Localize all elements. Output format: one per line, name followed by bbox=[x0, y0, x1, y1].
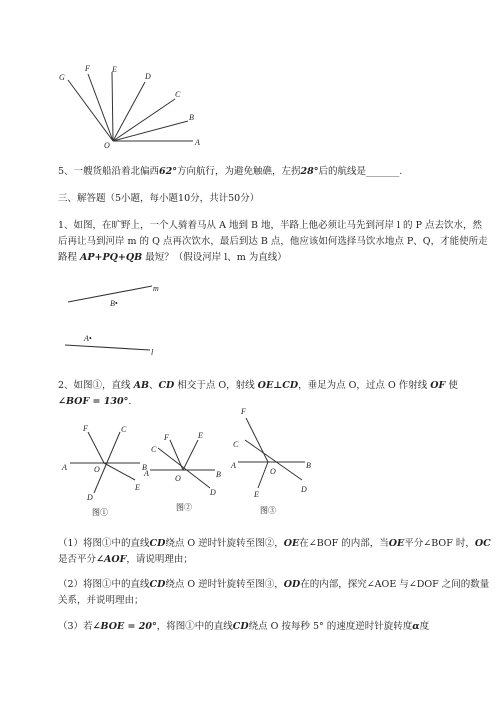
q2-part2-line-2: 关系，并说明理由； bbox=[58, 595, 144, 606]
q2-text-1: 2、如图①，直线 bbox=[58, 380, 134, 391]
fig-c-label-o: O bbox=[270, 467, 276, 476]
fig1-label-c: C bbox=[175, 90, 181, 99]
p2-od: OD bbox=[283, 579, 301, 590]
fig-c-label-b: B bbox=[306, 461, 311, 470]
fig-b-label-d: D bbox=[210, 488, 216, 497]
fig-a-label-o: O bbox=[94, 465, 100, 474]
fig1-label-a: A bbox=[195, 138, 200, 147]
fan-of-rays-figure bbox=[68, 72, 193, 141]
fig-a-label-a: A bbox=[62, 463, 67, 472]
q2-part3-line-1 bbox=[58, 620, 429, 633]
fig-b-label-b: B bbox=[216, 470, 221, 479]
p2-cd: CD bbox=[149, 579, 166, 590]
river-bank-l bbox=[65, 345, 150, 350]
p1-line2-text-b: ，请说明理由； bbox=[126, 554, 193, 565]
label-m: m bbox=[153, 284, 159, 293]
caption-fig2: 图② bbox=[176, 503, 192, 512]
river-figure bbox=[65, 286, 152, 350]
q2-part1-line-1 bbox=[58, 537, 491, 550]
p3-text-c: 绕点 O 按每秒 5° 的速度逆时针旋转度 bbox=[248, 621, 413, 632]
fig-c-label-e: E bbox=[254, 490, 259, 499]
ray-of-fig2 bbox=[170, 440, 183, 470]
question-5 bbox=[58, 165, 402, 178]
point-a: A• bbox=[84, 334, 92, 343]
fig-b-label-o: O bbox=[175, 474, 181, 483]
q5-angle-1: 62° bbox=[159, 166, 178, 177]
p3-angle-boe: ∠BOE = 20° bbox=[92, 621, 157, 632]
p1-text-c: 在∠BOF 的内部，当 bbox=[299, 538, 389, 549]
section-3-title: 三、解答题（5小题，每小题10分，共计50分） bbox=[58, 193, 260, 204]
p3-alpha: α bbox=[412, 621, 420, 632]
q2-ray-of: OF bbox=[430, 380, 446, 391]
fig-c-label-f: F bbox=[241, 407, 246, 416]
p3-text-d: 度 bbox=[419, 621, 430, 632]
q1-line-3-pre: 路程 bbox=[58, 252, 81, 263]
q5-angle-2: 28° bbox=[300, 166, 319, 177]
q2-perpendicular: OE⊥CD bbox=[257, 380, 299, 391]
ray-oc bbox=[113, 99, 175, 141]
q1-line-3-post: 最短？（假设河岸 l、m 为直线） bbox=[142, 252, 287, 263]
p1-text-a: （1）将图①中的直线 bbox=[58, 538, 150, 549]
p3-text-b: ，将图①中的直线 bbox=[156, 621, 233, 632]
p1-oe: OE bbox=[283, 538, 300, 549]
fig1-label-g: G bbox=[59, 73, 65, 82]
q1-line-2: 后再让马到河岸 m 的 Q 点再次饮水，最后到达 B 点，他应该如何选择马饮水地点 P、Q，才能使所走 bbox=[58, 236, 488, 247]
q2-part1-line-2 bbox=[58, 553, 193, 566]
q2-text-4: ，垂足为点 O，过点 O 作射线 bbox=[298, 380, 431, 391]
ray-of bbox=[88, 74, 113, 141]
q2-angle-bof: ∠BOF = 130° bbox=[58, 396, 129, 407]
fig-c-label-c: C bbox=[233, 440, 239, 449]
p1-text-d: 平分∠BOF 时， bbox=[404, 538, 475, 549]
fig1-label-o: O bbox=[104, 141, 110, 150]
fig-a-label-b: B bbox=[142, 463, 147, 472]
fig1-label-d: D bbox=[145, 72, 151, 81]
q2-line-1 bbox=[58, 379, 458, 392]
fig-a-label-e: E bbox=[135, 483, 140, 492]
q5-text-pre: 5、一艘货船沿着北偏西 bbox=[58, 166, 160, 177]
p1-text-b: 绕点 O 逆时针旋转至图②， bbox=[165, 538, 284, 549]
figure-2 bbox=[150, 440, 215, 488]
p3-cd: CD bbox=[232, 621, 249, 632]
caption-fig3: 图③ bbox=[260, 506, 276, 515]
fig-a-label-d: D bbox=[87, 493, 93, 502]
ray-oe-fig3 bbox=[258, 462, 268, 488]
ray-ob bbox=[113, 121, 188, 141]
ray-oe-fig1 bbox=[104, 463, 135, 480]
q2-line-cd: CD bbox=[158, 380, 175, 391]
q5-text-post: 后的航线是_______. bbox=[318, 166, 403, 177]
label-l: l bbox=[151, 348, 154, 357]
fig-a-label-f: F bbox=[83, 424, 88, 433]
fig-c-label-d: D bbox=[301, 485, 307, 494]
q5-text-mid: 方向航行，为避免触礁，左拐 bbox=[177, 166, 301, 177]
p1-oe-2: OE bbox=[388, 538, 405, 549]
ray-og bbox=[68, 80, 113, 141]
fig-b-label-a: A bbox=[144, 469, 149, 478]
fig1-label-f: F bbox=[85, 64, 90, 73]
q1-line-3 bbox=[58, 251, 287, 264]
p1-oc: OC bbox=[474, 538, 491, 549]
q2-part2-line-1 bbox=[58, 578, 489, 591]
q2-text-2: 、 bbox=[148, 380, 159, 391]
q2-text-3: 相交于点 O，射线 bbox=[174, 380, 258, 391]
point-b: B• bbox=[110, 299, 118, 308]
fig-b-label-c: C bbox=[151, 445, 157, 454]
figure-1 bbox=[70, 432, 140, 493]
ray-of-fig1 bbox=[88, 432, 104, 463]
fig1-label-e: E bbox=[112, 65, 117, 74]
ray-oe-fig2 bbox=[183, 440, 198, 470]
fig-c-label-a: A bbox=[231, 461, 236, 470]
q1-line-1: 1、如图，在旷野上，一个人骑着马从 A 地到 B 地，半路上他必须让马先到河岸 l 的 P 点去饮水，然 bbox=[58, 220, 482, 231]
p1-line2-text-a: 是否平分 bbox=[58, 554, 97, 565]
fig1-label-b: B bbox=[189, 113, 194, 122]
caption-fig1: 图① bbox=[92, 508, 108, 517]
ray-of-fig3 bbox=[246, 418, 268, 462]
ray-od bbox=[113, 82, 145, 141]
figure-3 bbox=[238, 418, 305, 488]
p1-angle-aof: ∠AOF bbox=[96, 554, 127, 565]
ray-oe bbox=[112, 72, 113, 141]
q2-period: . bbox=[128, 396, 132, 407]
p1-cd: CD bbox=[149, 538, 166, 549]
p2-text-b: 绕点 O 逆时针旋转至图③， bbox=[165, 579, 284, 590]
q2-line-2 bbox=[58, 395, 131, 408]
fig-b-label-f: F bbox=[164, 433, 169, 442]
p3-text-a: （3）若 bbox=[58, 621, 93, 632]
fig-a-label-c: C bbox=[121, 425, 127, 434]
q2-text-5: 使 bbox=[445, 380, 458, 391]
q1-path-expression: AP+PQ+QB bbox=[80, 252, 143, 263]
p2-text-a: （2）将图①中的直线 bbox=[58, 579, 150, 590]
fig-b-label-e: E bbox=[198, 431, 203, 440]
q2-line-ab: AB bbox=[133, 380, 149, 391]
p2-text-c: 在的内部，探究∠AOE 与∠DOF 之间的数量 bbox=[300, 579, 490, 590]
